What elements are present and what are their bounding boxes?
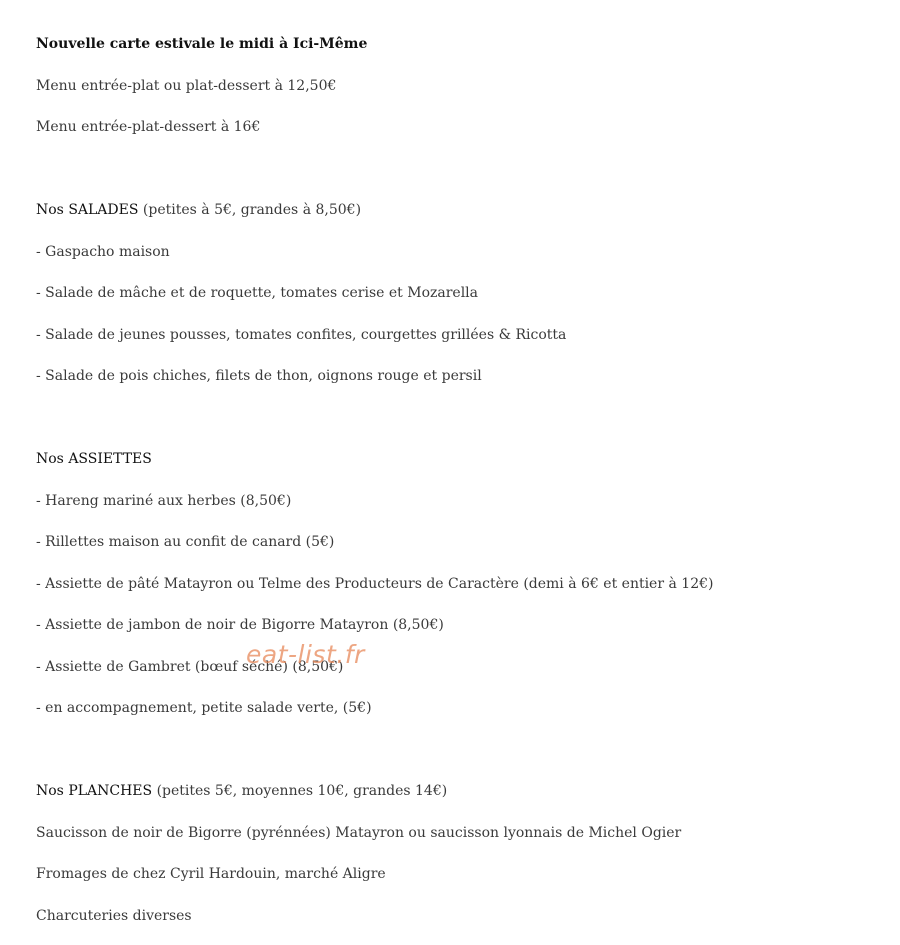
planche-item: Saucisson de noir de Bigorre (pyrénnées) Matayron ou saucisson lyonnais de Michel Ogier [36, 821, 876, 863]
planche-item: Fromages de chez Cyril Hardouin, marché Aligre [36, 862, 876, 904]
planches-heading [36, 779, 876, 821]
assiette-item: - Rillettes maison au confit de canard (5€) [36, 530, 876, 572]
salade-item: - Gaspacho maison [36, 240, 876, 282]
salades-heading-note: (petites à 5€, grandes à 8,50€) [138, 202, 361, 218]
assiette-item: - en accompagnement, petite salade verte, (5€) [36, 696, 876, 738]
menu-title: Nouvelle carte estivale le midi à Ici-Même [36, 32, 876, 74]
assiette-item: - Assiette de jambon de noir de Bigorre Matayron (8,50€) [36, 613, 876, 655]
menu-formula-1: Menu entrée-plat ou plat-dessert à 12,50€ [36, 74, 876, 116]
salade-item: - Salade de pois chiches, filets de thon, oignons rouge et persil [36, 364, 876, 406]
salades-heading-label: Nos SALADES [36, 202, 138, 218]
planches-heading-note: (petites 5€, moyennes 10€, grandes 14€) [152, 783, 447, 799]
spacer [36, 157, 876, 199]
menu-document [36, 32, 876, 945]
planches-heading-label: Nos PLANCHES [36, 783, 152, 799]
salades-heading [36, 198, 876, 240]
assiette-item: - Assiette de Gambret (bœuf séché) (8,50€) [36, 655, 876, 697]
assiette-item: - Assiette de pâté Matayron ou Telme des Producteurs de Caractère (demi à 6€ et entier à 12€) [36, 572, 876, 614]
menu-formula-2: Menu entrée-plat-dessert à 16€ [36, 115, 876, 157]
spacer [36, 406, 876, 448]
watermark-logo: eat-list.fr [246, 640, 365, 669]
assiette-item: - Hareng mariné aux herbes (8,50€) [36, 489, 876, 531]
salade-item: - Salade de jeunes pousses, tomates confites, courgettes grillées & Ricotta [36, 323, 876, 365]
spacer [36, 738, 876, 780]
planche-item: Charcuteries diverses [36, 904, 876, 945]
salade-item: - Salade de mâche et de roquette, tomates cerise et Mozarella [36, 281, 876, 323]
assiettes-heading: Nos ASSIETTES [36, 447, 876, 489]
